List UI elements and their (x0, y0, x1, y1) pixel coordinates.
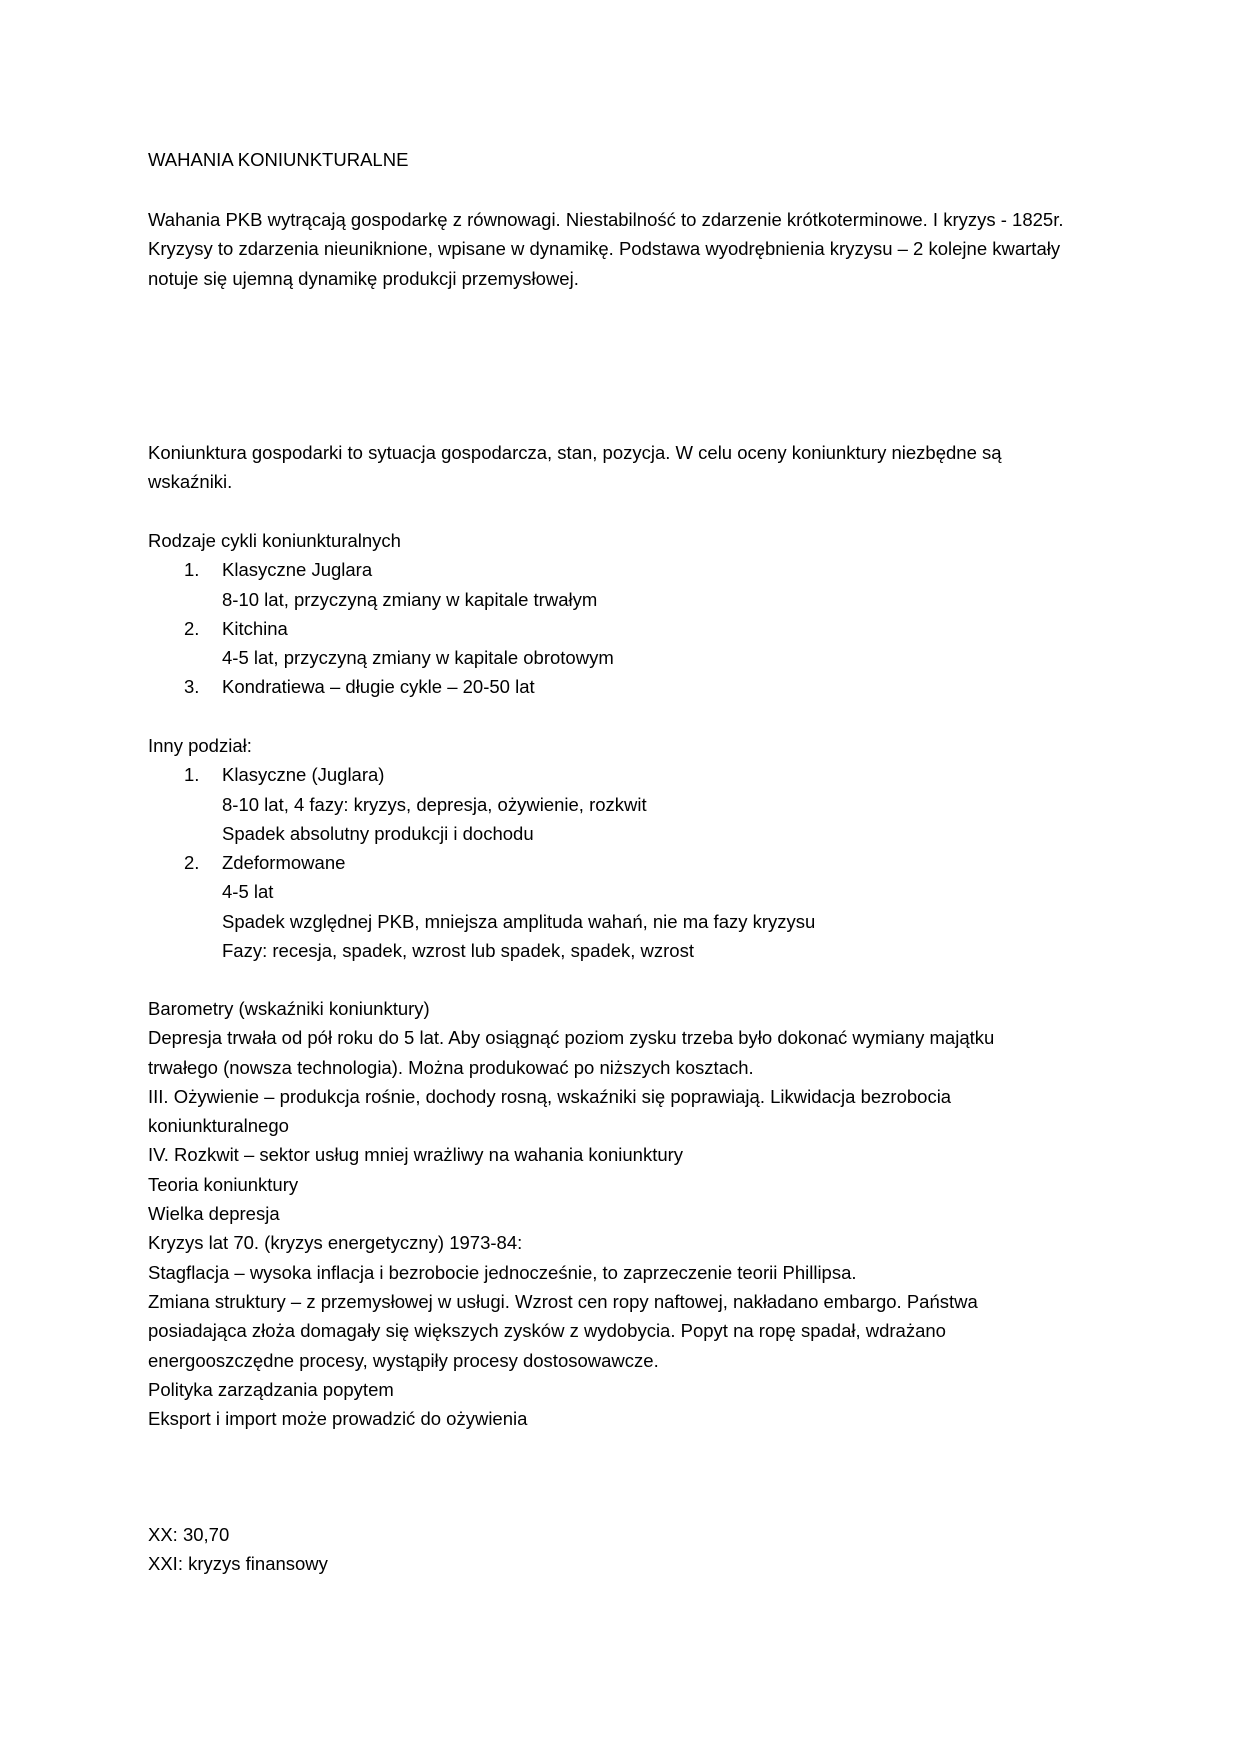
century-line: XXI: kryzys finansowy (148, 1553, 328, 1575)
list-detail: Spadek absolutny produkcji i dochodu (222, 822, 534, 844)
barometers-line: energooszczędne procesy, wystąpiły procesy dostosowawcze. (148, 1349, 659, 1371)
list-number: 1. (184, 764, 200, 786)
barometers-line: Polityka zarządzania popytem (148, 1378, 394, 1400)
barometers-line: Stagflacja – wysoka inflacja i bezrobocie jednocześnie, to zaprzeczenie teorii Phillipsa. (148, 1261, 857, 1283)
barometers-line: Barometry (wskaźniki koniunktury) (148, 998, 430, 1019)
list-label: Klasyczne Juglara (222, 559, 373, 581)
list-label: Klasyczne (Juglara) (222, 764, 385, 786)
barometers-line: Wielka depresja (148, 1203, 280, 1225)
list-item (148, 848, 1108, 877)
other-division-heading: Inny podział: (148, 735, 252, 756)
koniunktura-line: Koniunktura gospodarki to sytuacja gospodarcza, stan, pozycja. W celu oceny koniunktury niezbędne są (148, 442, 1002, 463)
centuries-section (148, 1520, 1108, 1579)
list-detail: 8-10 lat, 4 fazy: kryzys, depresja, ożywienie, rozkwit (222, 793, 647, 815)
list-detail: 4-5 lat (222, 881, 274, 903)
list-item (148, 614, 1108, 643)
intro-line: Wahania PKB wytrącają gospodarkę z równowagi. Niestabilność to zdarzenie krótkoterminowe. I kryzys - 1825r. (148, 209, 1064, 230)
cycles-heading: Rodzaje cykli koniunkturalnych (148, 530, 401, 551)
list-label: Kondratiewa – długie cykle – 20-50 lat (222, 676, 535, 698)
list-number: 2. (184, 852, 200, 874)
list-item (148, 555, 1108, 584)
list-detail: 4-5 lat, przyczyną zmiany w kapitale obrotowym (222, 647, 614, 669)
list-number: 3. (184, 676, 200, 698)
list-number: 1. (184, 559, 200, 581)
cycles-section (148, 526, 1108, 702)
barometers-line: koniunkturalnego (148, 1115, 289, 1137)
barometers-section (148, 994, 1108, 1433)
intro-line: Kryzysy to zdarzenia nieuniknione, wpisane w dynamikę. Podstawa wyodrębnienia kryzysu – 2 kolejne kwartały (148, 238, 1061, 260)
intro-paragraph (148, 205, 1108, 293)
document-title: WAHANIA KONIUNKTURALNE (148, 149, 409, 170)
intro-line: notuje się ujemną dynamikę produkcji przemysłowej. (148, 267, 579, 289)
list-number: 2. (184, 617, 200, 639)
other-division-section (148, 731, 1108, 965)
koniunktura-paragraph (148, 438, 1108, 497)
barometers-line: Eksport i import może prowadzić do ożywienia (148, 1408, 528, 1430)
barometers-line: trwałego (nowsza technologia). Można produkować po niższych kosztach. (148, 1056, 754, 1078)
barometers-line: III. Ożywienie – produkcja rośnie, dochody rosną, wskaźniki się poprawiają. Likwidacja bezrobocia (148, 1085, 952, 1107)
barometers-line: Zmiana struktury – z przemysłowej w usługi. Wzrost cen ropy naftowej, nakładano embargo. Państwa (148, 1290, 978, 1312)
barometers-line: Kryzys lat 70. (kryzys energetyczny) 1973-84: (148, 1232, 523, 1254)
list-detail: Spadek względnej PKB, mniejsza amplituda wahań, nie ma fazy kryzysu (222, 910, 816, 932)
list-label: Zdeformowane (222, 852, 346, 874)
century-line: XX: 30,70 (148, 1524, 230, 1545)
list-item (148, 760, 1108, 789)
barometers-line: Depresja trwała od pół roku do 5 lat. Aby osiągnąć poziom zysku trzeba było dokonać wymiany majątku (148, 1027, 995, 1049)
list-detail: Fazy: recesja, spadek, wzrost lub spadek, spadek, wzrost (222, 940, 694, 962)
list-detail: 8-10 lat, przyczyną zmiany w kapitale trwałym (222, 588, 598, 610)
barometers-line: Teoria koniunktury (148, 1173, 299, 1195)
list-label: Kitchina (222, 617, 288, 639)
list-item (148, 672, 1108, 701)
barometers-line: posiadająca złoża domagały się większych zysków z wydobycia. Popyt na ropę spadał, wdrażano (148, 1320, 946, 1342)
barometers-line: IV. Rozkwit – sektor usług mniej wrażliwy na wahania koniunktury (148, 1144, 684, 1166)
koniunktura-line: wskaźniki. (148, 471, 233, 493)
document-title-block (148, 145, 1108, 174)
